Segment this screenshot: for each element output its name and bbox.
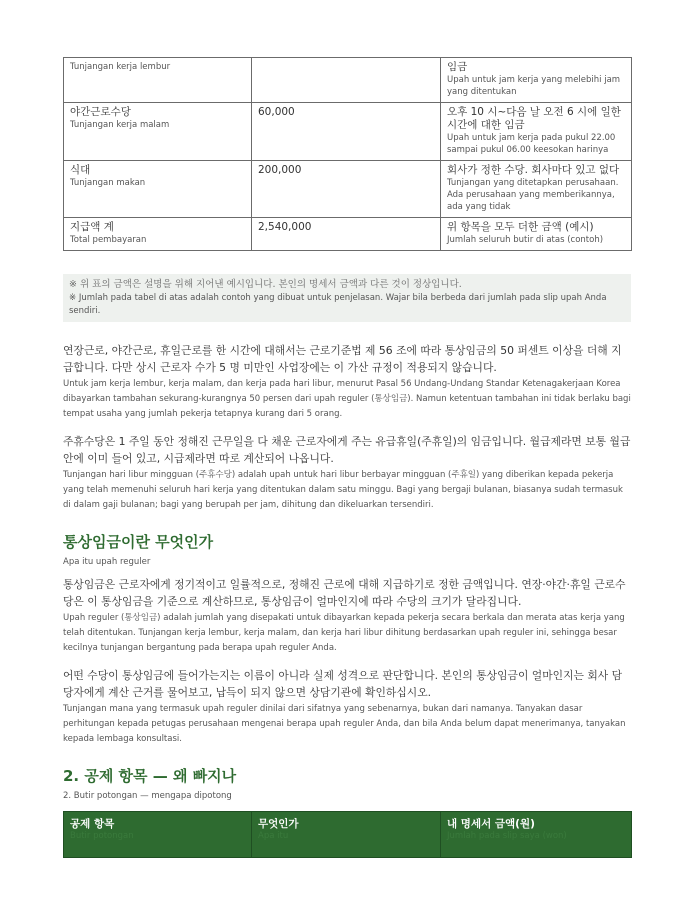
amount-value: 2,540,000: [258, 221, 312, 233]
deduction-table-header: [63, 811, 632, 858]
paragraph-id: Tunjangan mana yang termasuk upah reguler dinilai dari sifatnya yang sebenarnya, bukan dari namanya. Tanyakan dasar perhitungan kepada petugas perusahaan mengenai berapa upah reguler Anda, dan bila Anda belum dapat menerimanya, tanyakan kepada lembaga konsultasi.: [63, 704, 626, 744]
amount-cell: [252, 103, 441, 161]
header-sublabel: Jumlah pada slip saya (won): [447, 831, 567, 841]
desc-id: Upah untuk jam kerja pada pukul 22.00 sampai pukul 06.00 keesokan harinya: [447, 133, 616, 155]
desc-cell: [441, 58, 632, 103]
paragraph: [63, 343, 631, 422]
item-name-id: Tunjangan makan: [70, 178, 146, 188]
item-name-ko: 지급액 계: [70, 221, 114, 233]
amount-cell: [252, 218, 441, 251]
section-heading: [63, 766, 631, 803]
item-name-ko: 야간근로수당: [70, 106, 131, 118]
paragraph-ko: 주휴수당은 1 주일 동안 정해진 근무일을 다 채운 근로자에게 주는 유급휴일(주휴일)의 임금입니다. 월급제라면 보통 월급 안에 이미 들어 있고, 시급제라면 따로 계산되어 나옵니다.: [63, 435, 631, 465]
desc-ko: 회사가 정한 수당. 회사마다 있고 없다: [447, 164, 620, 176]
header-cell: [441, 812, 632, 858]
header-label: 공제 항목: [70, 818, 115, 830]
header-row: [64, 812, 632, 858]
item-cell: [64, 161, 252, 218]
document-page: [63, 57, 631, 858]
footnote-id: ※ Jumlah pada tabel di atas adalah contoh yang dibuat untuk penjelasan. Wajar bila berbeda dari jumlah pada slip upah Anda sendiri.: [69, 293, 607, 316]
paragraph: [63, 668, 631, 747]
paragraph-id: Upah reguler (통상임금) adalah jumlah yang disepakati untuk dibayarkan kepada pekerja secara berkala dan merata atas kerja yang telah ditentukan. Tunjangan kerja lembur, kerja malam, dan kerja hari libur dihitung berdasarkan upah reguler ini, sehingga besar kecilnya tunjangan bergantung pada berapa upah reguler Anda.: [63, 613, 625, 653]
table-row: [64, 58, 632, 103]
header-sublabel: Apa itu: [258, 831, 289, 841]
paragraph-id: Untuk jam kerja lembur, kerja malam, dan kerja pada hari libur, menurut Pasal 56 Undang-Undang Standar Ketenagakerjaan Korea dibayarkan tambahan sekurang-kurangnya 50 persen dari upah reguler (통상임금). Namun ketentuan tambahan ini tidak berlaku bagi tempat usaha yang jumlah pekerja tetapnya kurang dari 5 orang.: [63, 379, 631, 419]
section-title: 통상임금이란 무엇인가: [63, 533, 214, 551]
paragraph: [63, 434, 631, 513]
table-row: [64, 218, 632, 251]
amount-cell: [252, 161, 441, 218]
header-label: 무엇인가: [258, 818, 299, 830]
section-subtitle: 2. Butir potongan — mengapa dipotong: [63, 791, 232, 801]
item-name-id: Tunjangan kerja malam: [70, 120, 170, 130]
paragraph-ko: 통상임금은 근로자에게 정기적이고 일률적으로, 정해진 근로에 대해 지급하기로 정한 금액입니다. 연장·야간·휴일 근로수당은 이 통상임금을 기준으로 계산하므로, 통상임금이 얼마인지에 따라 수당의 크기가 달라집니다.: [63, 578, 626, 608]
amount-cell: [252, 58, 441, 103]
table-row: [64, 161, 632, 218]
paragraph-id: Tunjangan hari libur mingguan (주휴수당) adalah upah untuk hari libur berbayar mingguan (주휴일) yang diberikan kepada pekerja yang telah memenuhi seluruh hari kerja yang ditentukan dalam satu minggu. Bagi yang bergaji bulanan, biasanya sudah termasuk di dalam gaji bulanan; bagi yang berupah per jam, dihitung dan dikeluarkan tersendiri.: [63, 470, 623, 510]
paragraph-ko: 어떤 수당이 통상임금에 들어가는지는 이름이 아니라 실제 성격으로 판단합니다. 본인의 통상임금이 얼마인지는 회사 담당자에게 계산 근거를 물어보고, 납득이 되지 않으면 상담기관에 확인하십시오.: [63, 669, 623, 699]
section-title: 2. 공제 항목 — 왜 빠지나: [63, 767, 237, 785]
header-cell: [64, 812, 252, 858]
item-name-id: Total pembayaran: [70, 235, 147, 245]
item-cell: [64, 218, 252, 251]
table-row: [64, 103, 632, 161]
amount-value: 200,000: [258, 164, 302, 176]
header-label: 내 명세서 금액(원): [447, 818, 535, 830]
desc-ko: 임금: [447, 61, 468, 73]
paragraph-ko: 연장근로, 야간근로, 휴일근로를 한 시간에 대해서는 근로기준법 제 56 조에 따라 통상임금의 50 퍼센트 이상을 더해 지급합니다. 다만 상시 근로자 수가 5 명 미만인 사업장에는 이 가산 규정이 적용되지 않습니다.: [63, 344, 622, 374]
item-cell: [64, 58, 252, 103]
desc-id: Jumlah seluruh butir di atas (contoh): [447, 235, 604, 245]
desc-cell: [441, 161, 632, 218]
item-name-id: Tunjangan kerja lembur: [70, 62, 171, 72]
section-heading: [63, 532, 631, 569]
header-sublabel: Butir potongan: [70, 831, 134, 841]
section-subtitle: Apa itu upah reguler: [63, 557, 151, 567]
desc-cell: [441, 218, 632, 251]
item-name-ko: 식대: [70, 164, 91, 176]
pay-items-table: [63, 57, 632, 251]
desc-ko: 오후 10 시~다음 날 오전 6 시에 일한 시간에 대한 임금: [447, 106, 621, 131]
desc-ko: 위 항목을 모두 더한 금액 (예시): [447, 221, 594, 233]
desc-id: Tunjangan yang ditetapkan perusahaan. Ada perusahaan yang memberikannya, ada yang tidak: [447, 178, 619, 212]
header-cell: [252, 812, 441, 858]
desc-cell: [441, 103, 632, 161]
footnote-ko: ※ 위 표의 금액은 설명을 위해 지어낸 예시입니다. 본인의 명세서 금액과 다른 것이 정상입니다.: [69, 279, 462, 290]
paragraph: [63, 577, 631, 656]
desc-id: Upah untuk jam kerja yang melebihi jam yang ditentukan: [447, 75, 621, 97]
table-footnote: [63, 274, 631, 322]
amount-value: 60,000: [258, 106, 295, 118]
item-cell: [64, 103, 252, 161]
